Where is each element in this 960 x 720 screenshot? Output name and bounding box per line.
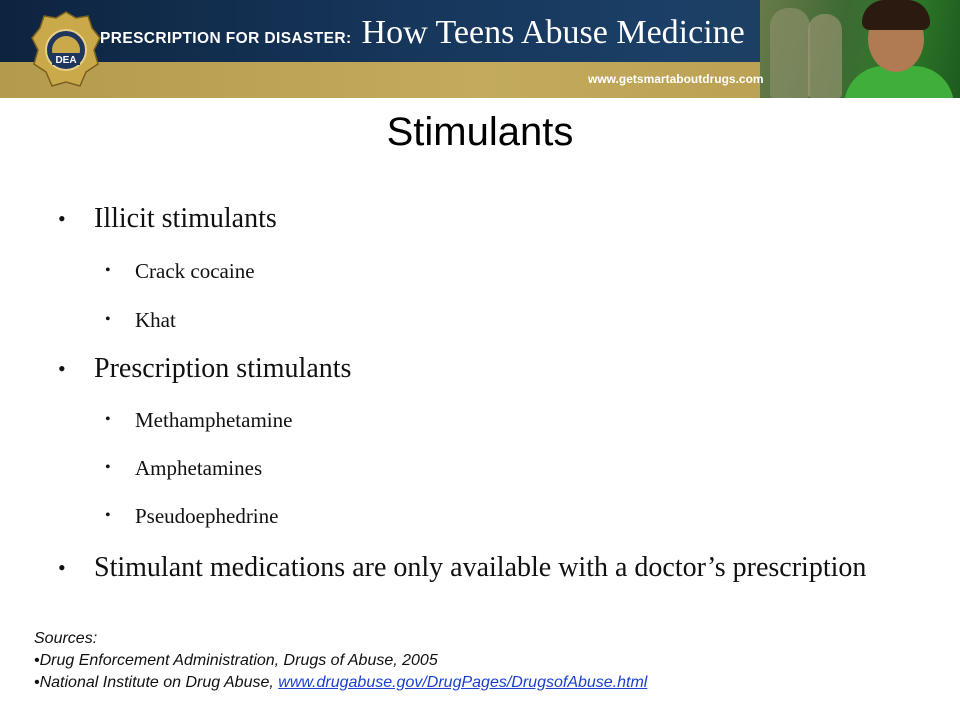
sub-bullet-text: Crack cocaine [135, 259, 255, 283]
sub-bullet-item [105, 407, 293, 433]
source-item [34, 650, 647, 672]
bullet-text: Stimulant medications are only available with a doctor’s prescription [94, 552, 867, 583]
sources-heading: Sources: [34, 630, 98, 647]
bullet-item [58, 551, 914, 585]
source-text: •National Institute on Drug Abuse, [34, 674, 279, 691]
header-banner [0, 0, 960, 98]
sub-bullet-text: Methamphetamine [135, 408, 293, 432]
sub-bullet-text: Amphetamines [135, 456, 263, 480]
bullet-dot: • [58, 356, 66, 381]
seal-text: DEA [55, 55, 77, 66]
bullet-dot: • [105, 459, 111, 476]
banner-url: www.getsmartaboutdrugs.com [588, 72, 764, 86]
sub-bullet-item [105, 307, 176, 333]
dea-badge-logo [30, 10, 102, 92]
source-text: •Drug Enforcement Administration, Drugs of Abuse, 2005 [34, 652, 438, 669]
source-item [34, 672, 647, 694]
bullet-dot: • [58, 206, 66, 231]
sub-bullet-item [105, 503, 279, 529]
banner-photo [760, 0, 960, 98]
sub-bullet-text: Pseudoephedrine [135, 504, 279, 528]
banner-title [100, 14, 745, 54]
bullet-item [58, 202, 277, 236]
bullet-dot: • [58, 555, 66, 580]
bullet-dot: • [105, 262, 111, 279]
bullet-text: Prescription stimulants [94, 353, 352, 384]
sub-bullet-item [105, 455, 263, 481]
bullet-text: Illicit stimulants [94, 203, 277, 234]
sub-bullet-text: Khat [135, 308, 176, 332]
bullet-dot: • [105, 507, 111, 524]
sources-block [34, 628, 647, 694]
bullet-dot: • [105, 411, 111, 428]
banner-main-title: How Teens Abuse Medicine [361, 14, 745, 51]
banner-prefix: PRESCRIPTION FOR DISASTER: [100, 30, 352, 47]
sub-bullet-item [105, 258, 255, 284]
slide-title: Stimulants [386, 110, 574, 154]
bullet-dot: • [105, 311, 111, 328]
bullet-item [58, 352, 352, 386]
source-link[interactable]: www.drugabuse.gov/DrugPages/DrugsofAbuse.html [278, 674, 648, 691]
